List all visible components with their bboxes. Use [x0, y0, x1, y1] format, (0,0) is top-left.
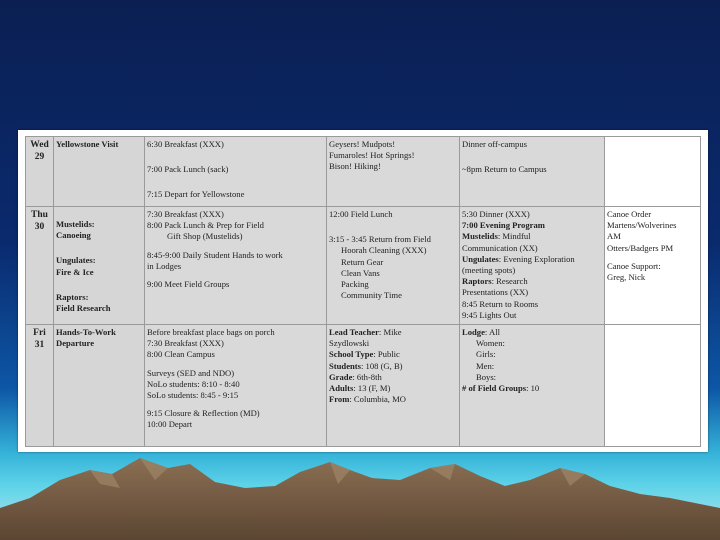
activity-cell-wed: Yellowstone Visit: [54, 137, 145, 207]
afternoon-cell-wed: Geysers! Mudpots! Fumaroles! Hot Springs! Bison! Hiking!: [327, 137, 460, 207]
lodge-cell-fri: Lodge: All Women: Girls: Men: Boys: # of Field Groups: 10: [460, 325, 605, 447]
table-row: [26, 137, 701, 207]
day-cell-thu: Thu 30: [26, 207, 54, 325]
morning-cell-wed: 6:30 Breakfast (XXX) 7:00 Pack Lunch (sack) 7:15 Depart for Yellowstone: [145, 137, 327, 207]
mountain-range-background: [0, 440, 720, 540]
info-cell-fri: Lead Teacher: Mike Szydlowski School Type: Public Students: 108 (G, B) Grade: 6th-8th Adults: 13 (F, M) From: Columbia, MO: [327, 325, 460, 447]
notes-cell-wed: [605, 137, 701, 207]
afternoon-cell-thu: 12:00 Field Lunch 3:15 - 3:45 Return from Field Hoorah Cleaning (XXX) Return Gear Clean Vans Packing Community Time: [327, 207, 460, 325]
morning-cell-thu: 7:30 Breakfast (XXX) 8:00 Pack Lunch & Prep for Field Gift Shop (Mustelids) 8:45-9:00 Daily Student Hands to work in Lodges 9:00 Meet Field Groups: [145, 207, 327, 325]
schedule-table: [25, 136, 701, 447]
notes-cell-thu: Canoe Order Martens/Wolverines AM Otters/Badgers PM Canoe Support: Greg, Nick: [605, 207, 701, 325]
notes-cell-fri: [605, 325, 701, 447]
activity-cell-fri: Hands-To-Work Departure: [54, 325, 145, 447]
day-cell-fri: Fri 31: [26, 325, 54, 447]
activity-cell-thu: Mustelids: Canoeing Ungulates: Fire & Ice Raptors: Field Research: [54, 207, 145, 325]
morning-cell-fri: Before breakfast place bags on porch 7:30 Breakfast (XXX) 8:00 Clean Campus Surveys (SED and NDO) NoLo students: 8:10 - 8:40 SoLo students: 8:45 - 9:15 9:15 Closure & Reflection (MD) 10:00 Depart: [145, 325, 327, 447]
schedule-sheet: [18, 130, 708, 452]
table-row: [26, 325, 701, 447]
day-cell-wed: Wed 29: [26, 137, 54, 207]
evening-cell-wed: Dinner off-campus ~8pm Return to Campus: [460, 137, 605, 207]
table-row: [26, 207, 701, 325]
evening-cell-thu: 5:30 Dinner (XXX) 7:00 Evening Program Mustelids: Mindful Communication (XX) Ungulates: Evening Exploration (meeting spots) Raptors: Research Presentations (XX) 8:45 Return to Rooms 9:45 Lights Out: [460, 207, 605, 325]
